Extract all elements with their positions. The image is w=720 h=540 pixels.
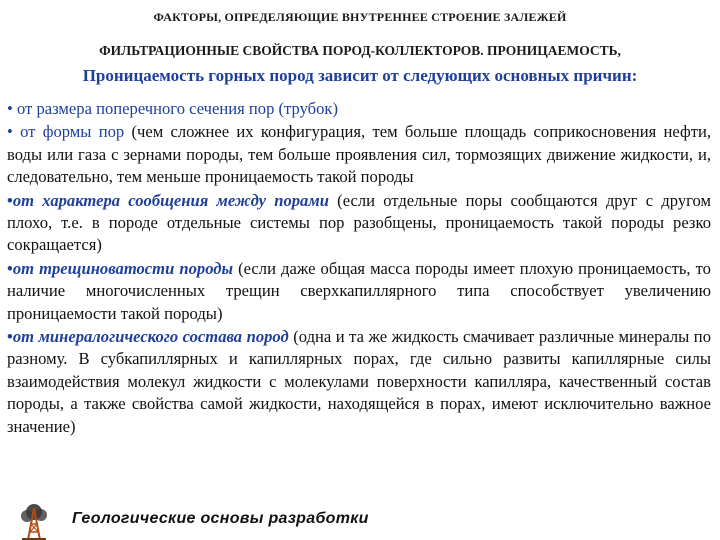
bullet: • [7,190,13,210]
factor-text: (если отдельные поры сообщаются друг с другом плохо, т.е. в породе отдельные системы пор разобщены, проницаемость такой породы резко сокращается) [7,190,711,255]
factor-text: (чем сложнее их конфигурация, тем больше площадь соприкосновения нефти, воды или газа с зернами породы, тем больше проявления сил, тормозящих движение жидкости, и, следовательно, тем меньше проницаемость такой породы [7,122,711,187]
list-item [7,98,711,120]
slide-heading: Проницаемость горных пород зависит от следующих основных причин: [82,66,638,85]
factor-highlight: от характера сообщения между порами [12,190,329,210]
factor-highlight: от трещиноватости породы [12,258,234,278]
oil-derrick-icon [8,502,64,540]
list-item [7,121,711,188]
factor-text: (одна и та же жидкость смачивает различные минералы по разному. В субкапиллярных и капиллярных порах, где сильно развиты капиллярные силы взаимодействия молекул жидкости с молекулами поверхности капилляра, качественный состав породы, а также свойства самой жидкости, находящейся в порах, имеют исключительно важное значение) [7,327,711,436]
factor-text: (если даже общая масса породы имеет плохую проницаемость, то наличие многочисленных трещин сверхкапиллярного типа способствует увеличению проницаемости такой породы) [7,258,711,323]
factor-list [7,98,711,438]
factor-highlight: от минералогического состава пород [12,327,289,347]
section-title: ФАКТОРЫ, ОПРЕДЕЛЯЮЩИЕ ВНУТРЕННЕЕ СТРОЕНИЕ ЗАЛЕЖЕЙ [153,10,567,24]
footer [0,502,720,540]
factor-highlight: от формы пор [20,122,125,142]
bullet: • [7,122,21,142]
list-item [7,258,711,325]
list-item [7,326,711,438]
bullet: • [7,258,13,278]
bullet: • [7,99,17,118]
list-item [7,190,711,257]
footer-title: Геологические основы разработки [72,510,369,527]
slide-subtitle: ФИЛЬТРАЦИОННЫЕ СВОЙСТВА ПОРОД-КОЛЛЕКТОРОВ. ПРОНИЦАЕМОСТЬ, [99,43,621,58]
bullet: • [7,327,13,347]
factor-highlight: от размера поперечного сечения пор (трубок) [16,99,338,118]
